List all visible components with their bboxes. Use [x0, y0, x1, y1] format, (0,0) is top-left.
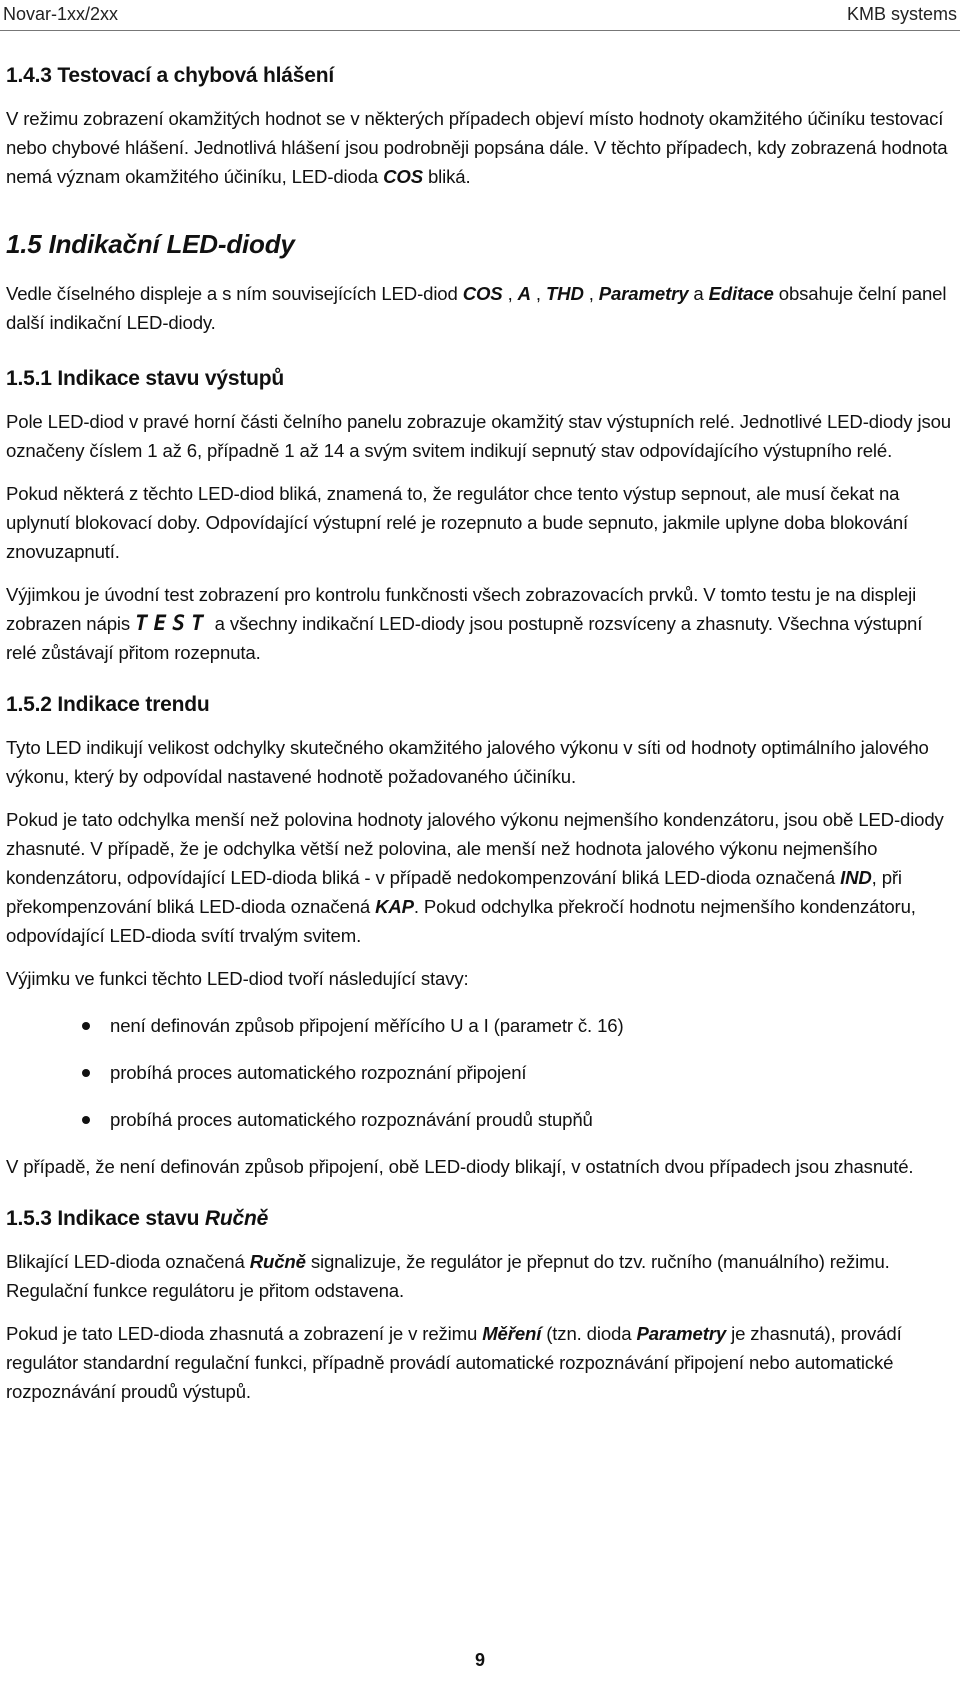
list-item-text: není definován způsob připojení měřícího U a I (parametr č. 16) [110, 1015, 624, 1036]
mode-mereni-label: Měření [482, 1323, 542, 1344]
led-a-label: A [517, 283, 531, 304]
section-1-4-3-paragraph [6, 104, 954, 191]
bullet-icon [82, 1022, 90, 1030]
text-run: , [502, 283, 518, 304]
text-run: . Pokud odchylka překročí hodnotu nejmenšího kondenzátoru, odpovídající LED-dioda svítí trvalým svitem. [6, 896, 916, 946]
text-run: , [583, 283, 599, 304]
text-run: Výjimkou je úvodní test zobrazení pro kontrolu funkčnosti všech zobrazovacích prvků. V tomto testu je na displeji zobrazen nápis [6, 584, 917, 634]
section-1-5-paragraph [6, 279, 954, 337]
text-run: Pokud je tato odchylka menší než polovina hodnoty jalového výkonu nejmenšího kondenzátoru, jsou obě LED-diody zhasnuté. V případě, že je odchylka větší než polovina, ale menší než hodnota jalového výkonu nejmenšího kondenzátoru, odpovídající LED-dioda bliká - v případě nedokompenzování bliká LED-dioda označená [6, 809, 944, 888]
section-1-5-1-paragraph-2: Pokud některá z těchto LED-diod bliká, znamená to, že regulátor chce tento výstup sepnout, ale musí čekat na uplynutí blokovací doby. Odpovídající výstupní relé je rozepnuto a bude sepnuto, jakmile uplyne doba blokování znovuzapnutí. [6, 483, 909, 562]
led-cos-label: COS [462, 283, 503, 304]
section-1-5-3-paragraph-2 [6, 1319, 954, 1406]
section-1-5-2-paragraph-3: Výjimku ve funkci těchto LED-diod tvoří následující stavy: [6, 968, 469, 989]
led-rucne-label: Ručně [249, 1251, 306, 1272]
text-run: obsahuje čelní panel další indikační LED-diody. [6, 283, 947, 333]
text-run: je zhasnutá), provádí regulátor standardní regulační funkci, případně provádí automatické rozpoznávání připojení nebo automatické rozpoznávání proudů výstupů. [6, 1323, 902, 1402]
display-test-text: TEST [135, 611, 210, 635]
section-1-5-1-paragraph-3 [6, 580, 954, 667]
bullet-icon [82, 1069, 90, 1077]
text-run: a [688, 283, 709, 304]
list-item [6, 1058, 954, 1087]
heading-rucne: Ručně [204, 1207, 269, 1230]
section-1-5-2-heading: 1.5.2 Indikace trendu [6, 693, 210, 716]
section-1-5-2-paragraph-2 [6, 805, 954, 950]
section-1-5-1-paragraph-1: Pole LED-diod v pravé horní části čelního panelu zobrazuje okamžitý stav výstupních relé. Jednotlivé LED-diody jsou označeny číslem 1 až 6, případně 1 až 14 a svým svitem indikují sepnutý stav odpovídajícího výstupního relé. [6, 411, 951, 461]
led-kap-label: KAP [375, 896, 414, 917]
header-rule [0, 30, 960, 31]
section-1-5-3-heading [6, 1205, 954, 1233]
text-run: , při překompenzování bliká LED-dioda označená [6, 867, 902, 917]
text-run: signalizuje, že regulátor je přepnut do tzv. ručního (manuálního) režimu. Regulační funkce regulátoru je přitom odstavena. [6, 1251, 890, 1301]
text-run: bliká. [422, 166, 471, 187]
led-thd-label: THD [545, 283, 584, 304]
section-1-5-3-paragraph-1 [6, 1247, 954, 1305]
text-run: V režimu zobrazení okamžitých hodnot se v některých případech objeví místo hodnoty okamžitého účiníku testovací nebo chybové hlášení. Jednotlivá hlášení jsou podrobněji popsána dále. V těchto případech, kdy zobrazená hodnota nemá význam okamžitého účiníku, LED-dioda [6, 108, 948, 187]
led-parametry-label: Parametry [636, 1323, 727, 1344]
text-run: , [530, 283, 546, 304]
text-run: Pokud je tato LED-dioda zhasnutá a zobrazení je v režimu [6, 1323, 483, 1344]
text-run: Vedle číselného displeje a s ním souvisejících LED-diod [6, 283, 463, 304]
section-1-4-3-heading: 1.4.3 Testovací a chybová hlášení [6, 64, 335, 87]
list-item [6, 1011, 954, 1040]
exception-list [6, 1011, 954, 1134]
led-ind-label: IND [840, 867, 872, 888]
content [6, 62, 954, 1406]
led-parametry-label: Parametry [598, 283, 689, 304]
text-run: (tzn. dioda [541, 1323, 637, 1344]
section-1-5-2-paragraph-4: V případě, že není definován způsob připojení, obě LED-diody blikají, v ostatních dvou případech jsou zhasnuté. [6, 1156, 914, 1177]
section-1-5-2-paragraph-1: Tyto LED indikují velikost odchylky skutečného okamžitého jalového výkonu v síti od hodnoty optimálního jalového výkonu, který by odpovídal nastavené hodnotě požadovaného účiníku. [6, 737, 929, 787]
header-left: Novar-1xx/2xx [3, 4, 119, 24]
list-item-text: probíhá proces automatického rozpoznávání proudů stupňů [110, 1109, 593, 1130]
section-1-5-heading: 1.5 Indikační LED-diody [6, 229, 295, 259]
section-1-5-1-heading: 1.5.1 Indikace stavu výstupů [6, 367, 285, 390]
bullet-icon [82, 1116, 90, 1124]
text-run: a všechny indikační LED-diody jsou postupně rozsvíceny a zhasnuty. Všechna výstupní relé zůstávají přitom rozepnuta. [6, 613, 923, 663]
list-item [6, 1105, 954, 1134]
text-run: Blikající LED-dioda označená [6, 1251, 250, 1272]
list-item-text: probíhá proces automatického rozpoznání připojení [110, 1062, 527, 1083]
header-right: KMB systems [846, 4, 957, 24]
led-editace-label: Editace [708, 283, 774, 304]
text-run: 1.5.3 Indikace stavu [6, 1207, 205, 1230]
page-number: 9 [474, 1650, 485, 1670]
led-cos-label: COS [383, 166, 423, 187]
